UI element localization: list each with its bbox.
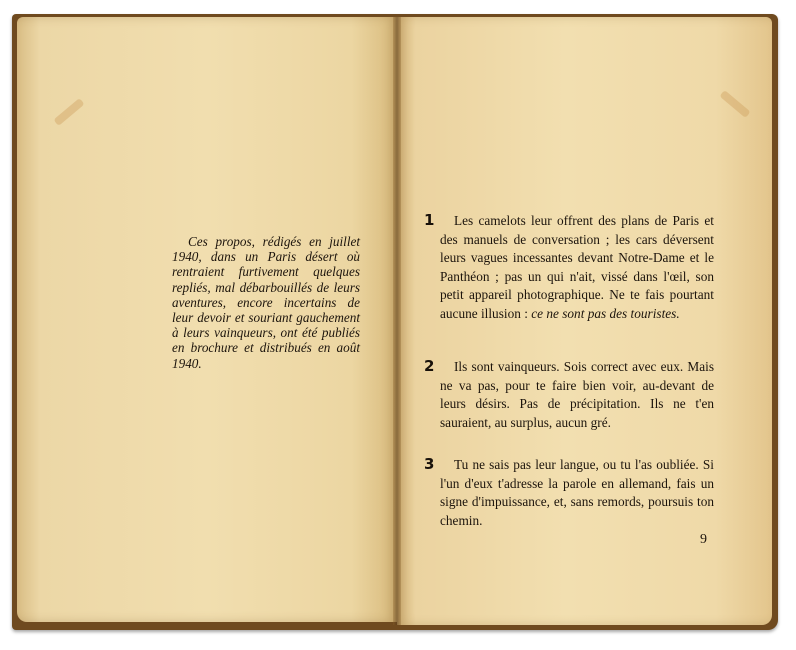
paragraph-text: Tu ne sais pas leur langue, ou tu l'as oubliée. Si l'un d'eux t'adresse la parole en allemand, fais un signe d'impuissance, et, sans remords, poursuis ton chemin. — [440, 457, 714, 528]
page-number: 9 — [700, 532, 707, 547]
paragraph-text: Ils sont vainqueurs. Sois correct avec eux. Mais ne va pas, pour te faire bien voir, au-devant de leurs désirs. Pas de précipitation. Ils ne t'en sauraient, au surplus, aucun gré. — [440, 359, 714, 430]
paragraph-number: 1 — [424, 211, 435, 229]
publication-note: Ces propos, rédigés en juillet 1940, dans un Paris désert où rentraient furtivement quelques repliés, mal débarbouillés de leurs aventures, encore incertains de leur devoir et souriant gauchement à leurs vainqueurs, ont été publiés en brochure et distribués en août 1940. — [172, 234, 360, 371]
paragraph-number: 3 — [424, 455, 435, 473]
paragraph-1 — [424, 212, 714, 324]
book-gutter — [393, 17, 401, 625]
paragraph-3 — [424, 456, 714, 530]
paragraph-number: 2 — [424, 357, 435, 375]
paragraph-emphasis: ce ne sont pas des touristes. — [531, 305, 680, 321]
paragraph-text: Les camelots leur offrent des plans de Paris et des manuels de conversation ; les cars déversent leurs vagues incessantes devant Notre-Dame et le Panthéon ; pas un qui n'ait, vissé dans l'œil, son petit appareil photographique. Ne te fais pourtant aucune illusion : ce ne sont pas des touristes. — [440, 213, 714, 321]
paragraph-2 — [424, 358, 714, 432]
